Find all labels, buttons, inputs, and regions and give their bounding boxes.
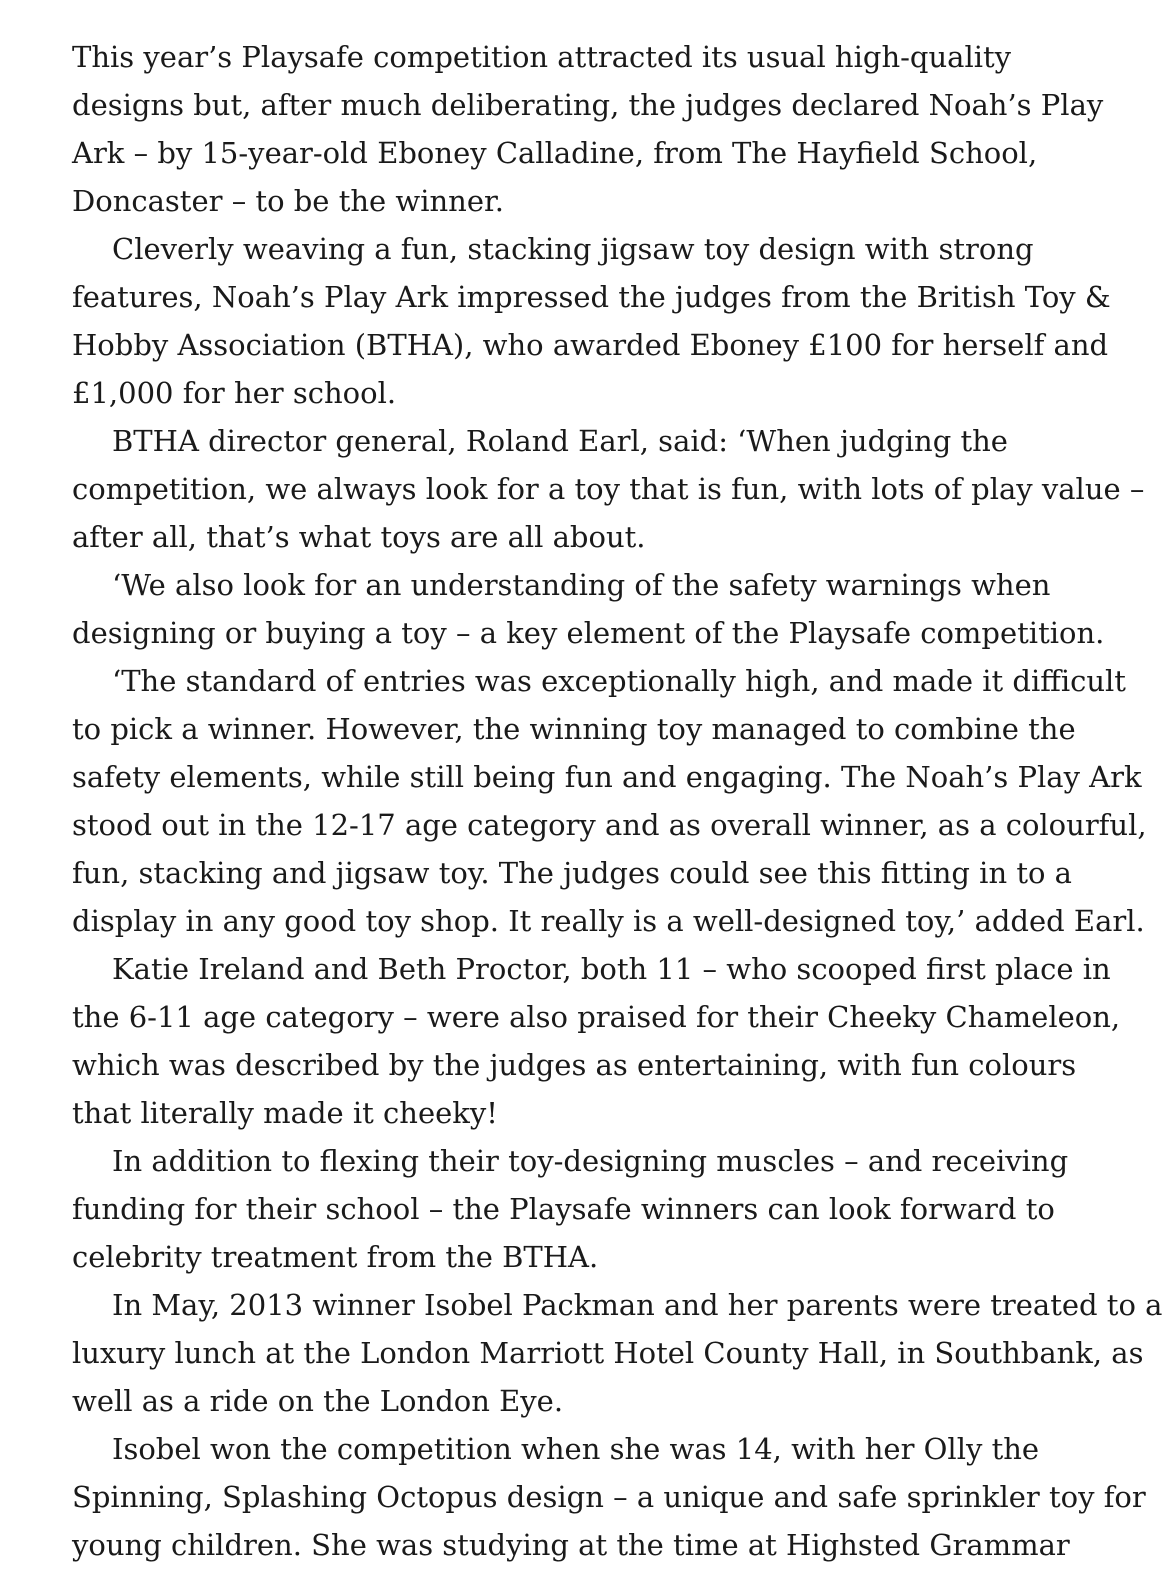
article-line: competition, we always look for a toy that is fun, with lots of play value – — [72, 472, 1145, 506]
article-line: Spinning, Splashing Octopus design – a unique and safe sprinkler toy for — [72, 1480, 1146, 1514]
article-line: This year’s Playsafe competition attracted its usual high-quality — [72, 40, 1012, 74]
article-line: Ark – by 15-year-old Eboney Calladine, from The Hayfield School, — [72, 136, 1038, 170]
article-line: after all, that’s what toys are all about. — [72, 520, 646, 554]
article-line: £1,000 for her school. — [72, 376, 397, 410]
article-line: In May, 2013 winner Isobel Packman and her parents were treated to a — [112, 1288, 1163, 1322]
article-line: funding for their school – the Playsafe winners can look forward to — [72, 1192, 1055, 1226]
article-line: Isobel won the competition when she was 14, with her Olly the — [112, 1432, 1040, 1466]
article-line: young children. She was studying at the time at Highsted Grammar — [72, 1528, 1070, 1562]
article-line: safety elements, while still being fun and engaging. The Noah’s Play Ark — [72, 760, 1142, 794]
article-line: ‘We also look for an understanding of the safety warnings when — [112, 568, 1051, 602]
article-line: luxury lunch at the London Marriott Hotel County Hall, in Southbank, as — [72, 1336, 1144, 1370]
article-line: the 6-11 age category – were also praised for their Cheeky Chameleon, — [72, 1000, 1121, 1034]
article-line: display in any good toy shop. It really is a well-designed toy,’ added Earl. — [72, 904, 1145, 938]
article-body — [72, 33, 1172, 1569]
article-line: Katie Ireland and Beth Proctor, both 11 – who scooped first place in — [112, 952, 1111, 986]
article-line: designing or buying a toy – a key element of the Playsafe competition. — [72, 616, 1105, 650]
article-line: Cleverly weaving a fun, stacking jigsaw toy design with strong — [112, 232, 1034, 266]
article-line: BTHA director general, Roland Earl, said: ‘When judging the — [112, 424, 1008, 458]
article-line: Hobby Association (BTHA), who awarded Eboney £100 for herself and — [72, 328, 1109, 362]
article-line: to pick a winner. However, the winning toy managed to combine the — [72, 712, 1076, 746]
article-line: which was described by the judges as entertaining, with fun colours — [72, 1048, 1077, 1082]
article-line: Doncaster – to be the winner. — [72, 184, 504, 218]
article-line: fun, stacking and jigsaw toy. The judges could see this fitting in to a — [72, 856, 1072, 890]
article-line: designs but, after much deliberating, the judges declared Noah’s Play — [72, 88, 1104, 122]
article-line: In addition to flexing their toy-designing muscles – and receiving — [112, 1144, 1069, 1178]
article-line: that literally made it cheeky! — [72, 1096, 498, 1130]
article-line: features, Noah’s Play Ark impressed the judges from the British Toy & — [72, 280, 1111, 314]
article-line: celebrity treatment from the BTHA. — [72, 1240, 599, 1274]
article-line: well as a ride on the London Eye. — [72, 1384, 564, 1418]
article-line: stood out in the 12-17 age category and as overall winner, as a colourful, — [72, 808, 1147, 842]
article-line: ‘The standard of entries was exceptionally high, and made it difficult — [112, 664, 1126, 698]
